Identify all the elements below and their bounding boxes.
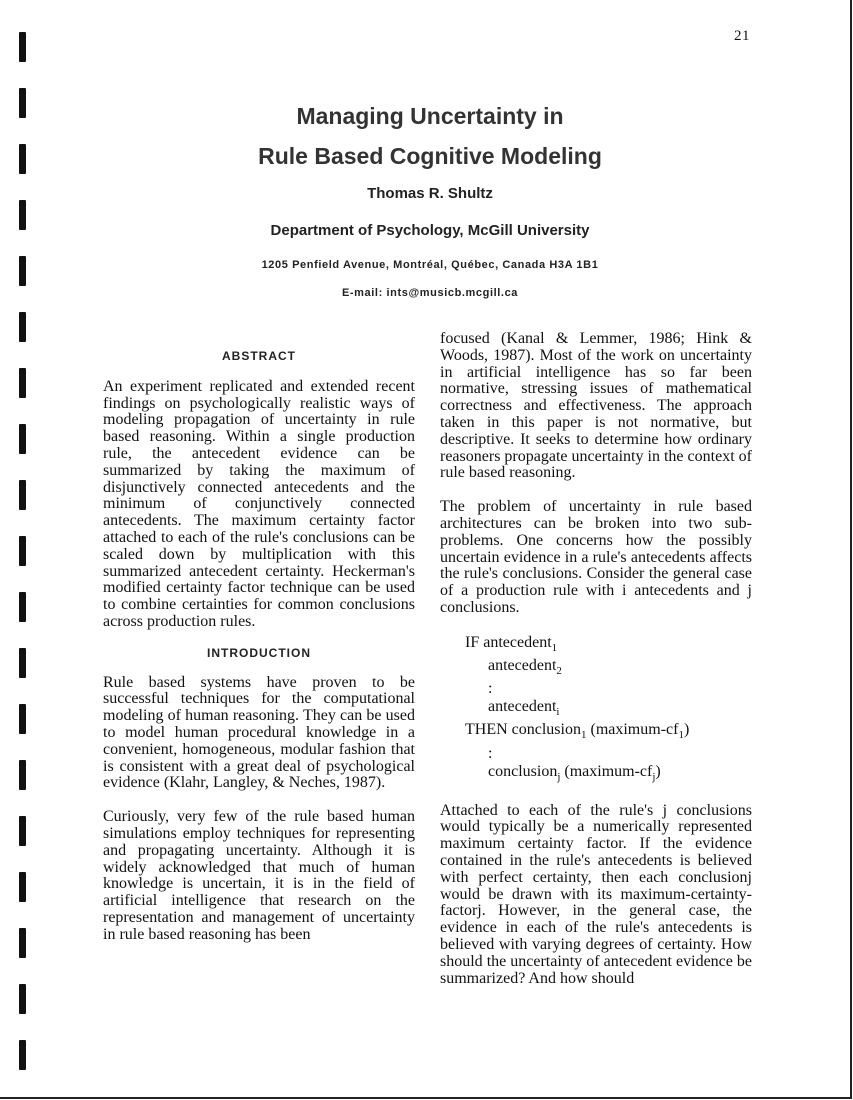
- introduction-heading: INTRODUCTION: [207, 645, 311, 660]
- production-rule: [440, 634, 752, 786]
- punch-hole: [19, 144, 26, 174]
- title-line-1: Managing Uncertainty in: [296, 103, 564, 129]
- punch-hole: [19, 984, 26, 1014]
- punch-hole: [19, 816, 26, 846]
- rule-conclusion-j: conclusion$_j$ $(maximum-cf_j)$: [488, 762, 661, 783]
- punch-hole: [19, 928, 26, 958]
- punch-hole: [19, 592, 26, 622]
- punch-hole: [19, 760, 26, 790]
- punch-hole: [19, 704, 26, 734]
- page-number: 21: [734, 28, 750, 44]
- punch-hole: [19, 1040, 26, 1070]
- punch-hole: [19, 256, 26, 286]
- punch-hole: [19, 368, 26, 398]
- punch-hole: [19, 872, 26, 902]
- rule-ellipsis: :: [488, 744, 493, 762]
- punch-hole: [19, 536, 26, 566]
- punch-hole: [19, 312, 26, 342]
- punch-hole: [19, 480, 26, 510]
- abstract-heading: ABSTRACT: [222, 349, 296, 363]
- author: Thomas R. Shultz: [367, 185, 493, 202]
- intro-paragraph-2: Curiously, very few of the rule based human simulations employ techniques for representing and propagating uncertainty. Although it is widely acknowledged that much of human knowledge is uncertain, it is in the field of artificial intelligence that research on the representation and management of uncertainty in rule based reasoning has been: [103, 808, 415, 943]
- address: 1205 Penfield Avenue, Montréal, Québec, Canada H3A 1B1: [261, 259, 599, 271]
- punch-hole: [19, 32, 26, 62]
- punch-hole: [19, 424, 26, 454]
- rule-ellipsis: :: [488, 680, 493, 698]
- rule-antecedent-2: antecedent$_2$: [488, 656, 562, 678]
- left-column: [103, 348, 415, 944]
- punch-hole: [19, 200, 26, 230]
- right-paragraph-1: focused (Kanal & Lemmer, 1986; Hink & Woods, 1987). Most of the work on uncertainty in artificial intelligence has so far been normative, stressing issues of mathematical correctness and effectiveness. The approach taken in this paper is not normative, but descriptive. It seeks to determine how ordinary reasoners propagate uncertainty in the context of rule based reasoning.: [440, 330, 752, 482]
- affiliation: Department of Psychology, McGill University: [270, 222, 590, 239]
- rule-then-line: THEN conclusion$_1$ $(maximum-cf_1)$: [465, 721, 690, 742]
- punch-hole: [19, 88, 26, 118]
- email: E-mail: ints@musicb.mcgill.ca: [341, 287, 519, 299]
- intro-paragraph-1: Rule based systems have proven to be successful techniques for the computational modeling of human reasoning. They can be used to model human procedural knowledge in a convenient, homogeneous, modular fashion that is consistent with a great deal of psychological evidence (Klahr, Langley, & Neches, 1987).: [103, 673, 415, 792]
- rule-antecedent-i: antecedent$_i$: [488, 698, 560, 719]
- rule-if-line: IF antecedent$_1$: [465, 633, 558, 654]
- title-line-2: Rule Based Cognitive Modeling: [258, 143, 602, 169]
- right-column: [440, 331, 752, 987]
- abstract-text: An experiment replicated and extended recent findings on psychologically realistic ways of modeling propagation of uncertainty in rule based reasoning. Within a single production rule, the antecedent evidence can be summarized by taking the maximum of disjunctively connected antecedents and the minimum of conjunctively connected antecedents. The maximum certainty factor attached to each of the rule's conclusions can be scaled down by multiplication with this summarized antecedent certainty. Heckerman's modified certainty factor technique can be used to combine certainties for common conclusions across production rules.: [103, 377, 415, 630]
- punch-hole: [19, 648, 26, 678]
- right-paragraph-3: Attached to each of the rule's j conclusions would typically be a numerically represented maximum certainty factor. If the evidence contained in the rule's antecedents is believed with perfect certainty, then each conclusionj would be drawn with its maximum-certainty-factorj. However, in the general case, the evidence in each of the rule's antecedents is believed with varying degrees of certainty. How should the uncertainty of antecedent evidence be summarized? And how should: [440, 801, 752, 987]
- right-paragraph-2: The problem of uncertainty in rule based architectures can be broken into two sub-problems. One concerns how the possibly uncertain evidence in a rule's antecedents affects the rule's conclusions. Consider the general case of a production rule with i antecedents and j conclusions.: [440, 498, 752, 616]
